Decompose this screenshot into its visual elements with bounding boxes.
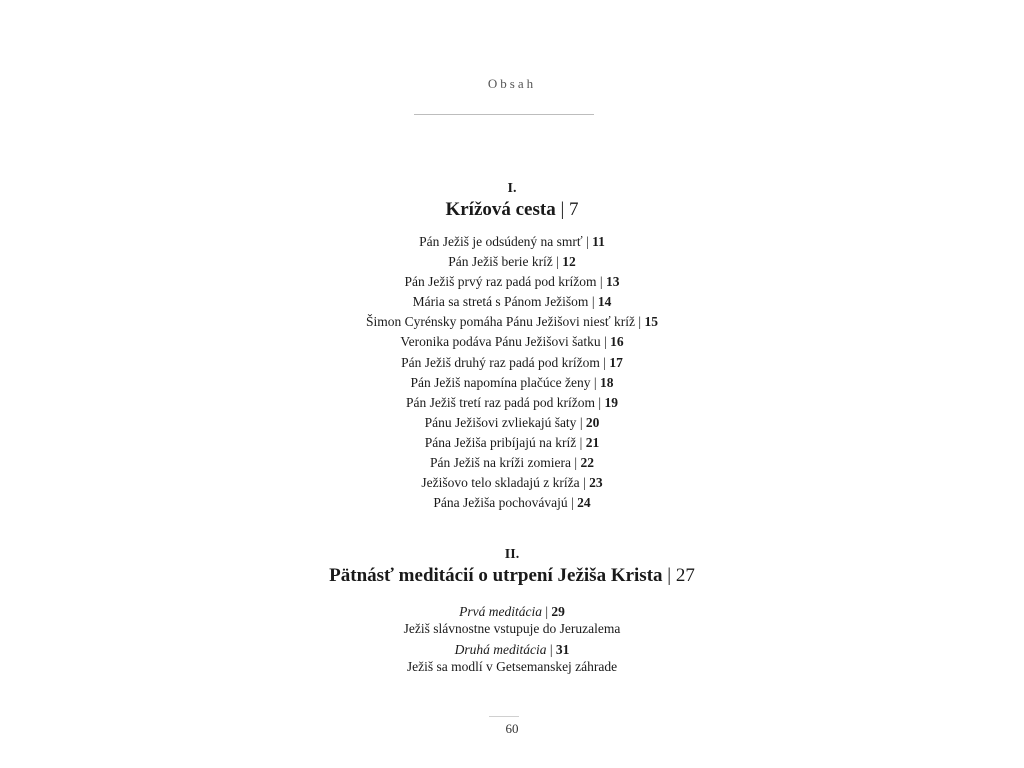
toc-entry (0, 252, 1024, 272)
section-page-number: 7 (569, 199, 579, 220)
separator: | (571, 495, 574, 511)
separator: | (599, 274, 603, 290)
toc-entry (0, 433, 1024, 453)
toc-entry (0, 493, 1024, 513)
separator: | (667, 565, 672, 586)
toc-entry-text: Pán Ježiš napomína plačúce ženy (410, 374, 591, 390)
toc-entry (0, 232, 1024, 252)
toc-entry-list (0, 232, 1024, 513)
meditation-heading (0, 641, 1024, 658)
toc-entry-page: 19 (604, 394, 618, 410)
toc-entry-page: 22 (580, 455, 594, 471)
toc-entry-text: Pán Ježiš druhý raz padá pod krížom (401, 354, 600, 370)
section-heading-1 (0, 180, 1024, 222)
toc-entry-page: 17 (609, 354, 623, 370)
toc-entry-text: Šimon Cyrénsky pomáha Pánu Ježišovi niesť kríž (366, 314, 636, 330)
toc-entry-text: Veronika podáva Pánu Ježišovi šatku (400, 334, 601, 350)
toc-entry (0, 473, 1024, 493)
toc-entry (0, 393, 1024, 413)
toc-entry-text: Pánu Ježišovi zvliekajú šaty (424, 414, 577, 430)
separator: | (549, 642, 553, 657)
separator: | (603, 354, 606, 370)
separator: | (545, 604, 549, 619)
toc-entry-text: Pán Ježiš na kríži zomiera (430, 455, 571, 471)
toc-entry (0, 292, 1024, 312)
page-title: Obsah (487, 76, 537, 91)
section-title-text: Pätnásť meditácií o utrpení Ježiša Krista (329, 565, 663, 586)
footer-divider (489, 716, 519, 717)
toc-entry-text: Mária sa stretá s Pánom Ježišom (412, 294, 589, 310)
section-title (0, 564, 1024, 588)
toc-entry-page: 21 (585, 434, 600, 450)
meditation-item (0, 641, 1024, 675)
separator: | (556, 254, 559, 270)
meditation-page: 29 (551, 604, 565, 619)
meditation-page: 31 (555, 642, 570, 657)
section-title (0, 198, 1024, 222)
toc-entry-page: 18 (599, 374, 614, 390)
meditation-heading (0, 603, 1024, 620)
toc-entry (0, 373, 1024, 393)
toc-entry-page: 23 (589, 475, 603, 491)
meditation-name: Druhá meditácia (454, 642, 547, 657)
toc-entry-page: 14 (597, 294, 612, 310)
section-title-text: Krížová cesta (445, 199, 556, 220)
toc-entry-text: Pán Ježiš berie kríž (448, 254, 553, 270)
toc-entry-text: Pán Ježiš je odsúdený na smrť (419, 234, 583, 249)
toc-entry-text: Pána Ježiša pribíjajú na kríž (424, 434, 577, 450)
separator: | (604, 334, 607, 350)
toc-entry-page: 24 (577, 495, 591, 511)
section-number: II. (504, 547, 520, 562)
toc-entry (0, 332, 1024, 352)
separator: | (579, 434, 583, 450)
separator: | (638, 314, 642, 330)
page-number: 60 (505, 721, 519, 736)
toc-entry-page: 11 (592, 234, 605, 249)
section-number: I. (507, 181, 517, 196)
toc-entry-page: 16 (610, 334, 624, 350)
toc-entry-page: 20 (585, 414, 600, 430)
meditation-item (0, 603, 1024, 637)
separator: | (579, 414, 583, 430)
toc-entry (0, 353, 1024, 373)
toc-entry-page: 12 (562, 254, 576, 270)
toc-entry-page: 15 (644, 314, 658, 330)
toc-entry (0, 453, 1024, 473)
toc-entry (0, 312, 1024, 332)
separator: | (591, 294, 595, 310)
separator: | (560, 199, 565, 220)
separator: | (593, 374, 597, 390)
separator: | (583, 475, 586, 491)
meditation-name: Prvá meditácia (459, 604, 542, 619)
section-heading-2 (0, 546, 1024, 588)
header-divider (414, 114, 594, 115)
toc-entry-text: Ježišovo telo skladajú z kríža (421, 475, 580, 491)
separator: | (598, 394, 602, 410)
toc-entry-text: Pán Ježiš prvý raz padá pod krížom (404, 274, 597, 290)
meditation-list (0, 603, 1024, 679)
toc-entry-page: 13 (605, 274, 620, 290)
separator: | (574, 455, 578, 471)
toc-entry-text: Pána Ježiša pochovávajú (433, 495, 568, 511)
meditation-description: Ježiš sa modlí v Getsemanskej záhrade (406, 659, 618, 674)
toc-entry (0, 272, 1024, 292)
section-page-number: 27 (675, 565, 695, 586)
separator: | (586, 234, 589, 249)
toc-entry (0, 413, 1024, 433)
toc-entry-text: Pán Ježiš tretí raz padá pod krížom (406, 394, 595, 410)
meditation-description: Ježiš slávnostne vstupuje do Jeruzalema (403, 621, 621, 636)
